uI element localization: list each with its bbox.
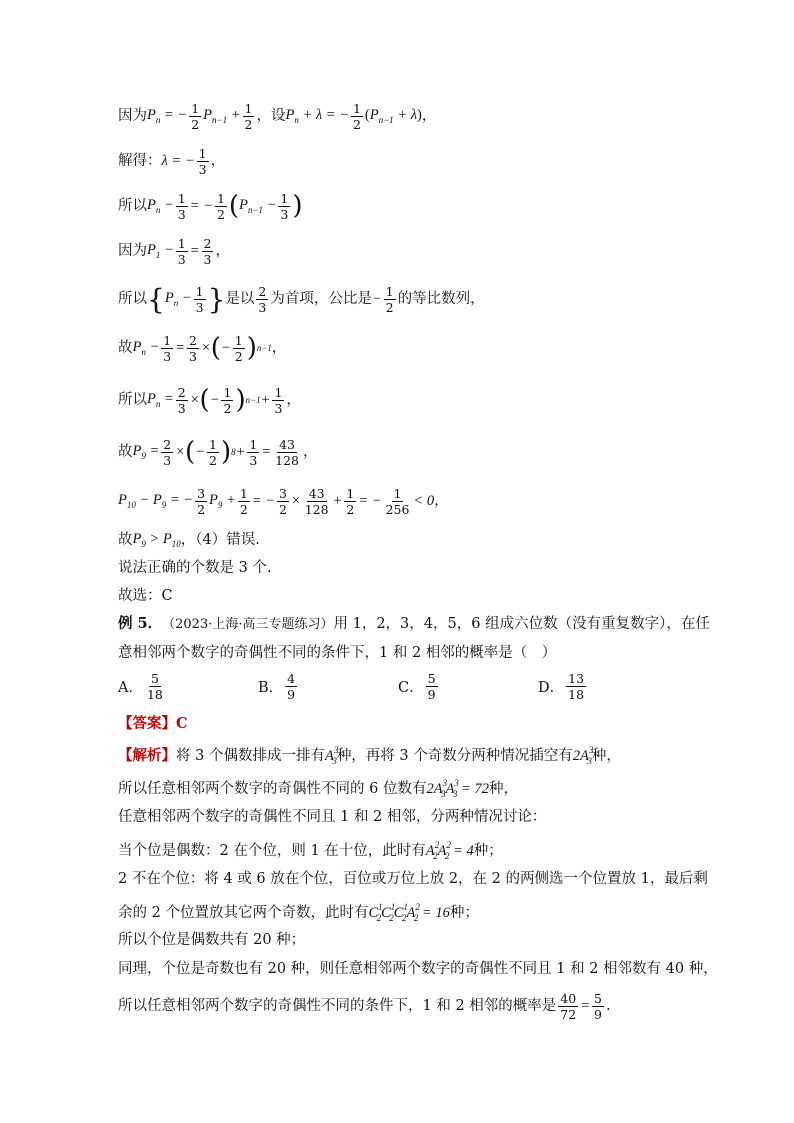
example-label: 例 5． [118,615,163,632]
solution-line-11: 说法正确的个数是 3 个. [118,560,272,576]
analysis-line-3: 任意相邻两个数字的奇偶性不同且 1 和 2 相邻，分两种情况讨论： [118,809,547,825]
choice-d: D． $\frac{13}{18}$ [538,671,585,703]
solution-line-10: 故 $P_9 > P_{10}$ ，（4）错误. [118,531,260,549]
formula: $P_n$ = − [147,107,188,126]
solution-line-4: 因为 $P_1$ − $\frac{1}{3}$ = $\frac{2}{3}$ ， [118,236,230,268]
solution-line-5: 所以 { $P_n$ − $\frac{1}{3}$ } 是以 $\frac{2}{3}$ 为首项，公比是 − $\frac{1}{2}$ 的等比数列， [118,283,485,317]
example-source: （2023·上海·高三专题练习） [162,616,334,632]
example-text: 用 1，2，3，4，5，6 组成六位数（没有重复数字），在任 [333,616,710,632]
solution-conclusion: 故选：C [118,588,173,604]
example-heading [118,617,710,632]
solution-line-2: 解得： λ = − $\frac{1}{3}$ ， [118,146,226,178]
solution-line-1: 因为 $P_n$ = − $\frac{1}{2}$ $P_{n-1}$ + $\frac{1}{2}$ ，设 $P_n + \lambda$ = − $\frac{1}{2}$ $(P_{n-1} + \lambda)$ ， [118,101,437,133]
answer-tag: 【答案】 [118,715,176,732]
example-text-2: 意相邻两个数字的奇偶性不同的条件下，1 和 2 相邻的概率是（ ） [118,645,557,661]
analysis-line-9: 所以任意相邻两个数字的奇偶性不同的条件下，1 和 2 相邻的概率是 $\frac{40}{72}$ = $\frac{5}{9}$ . [118,991,611,1023]
analysis-line-5: 2 不在个位：将 4 或 6 放在个位，百位或万位上放 2，在 2 的两侧选一个位置放 1，最后剩 [118,871,708,887]
analysis-line-6: 余的 2 个位置放其它两个奇数，此时有 $C^1_2C^1_2C^1_2A^2_2 = 16$ 种； [118,902,479,923]
solution-line-9: $P_{10} - P_9$ = − $\frac{3}{2}$ $P_9$ + $\frac{1}{2}$ = − $\frac{3}{2}$ × $\frac{43}{128}$ + $\frac{1}{2}$ = − $\frac{1}{256}$ < 0 ， [118,486,449,518]
answer-value: C [176,715,188,732]
analysis-line-1: 【解析】 将 3 个偶数排成一排有 $A^3_3$ 种，再将 3 个奇数分两种情况插空有 $2A^3_3$ 种， [118,745,621,766]
solution-line-8: 故 $P_9$ = $\frac{2}{3}$ × ( − $\frac{1}{2}$ ) 8 + $\frac{1}{3}$ = $\frac{43}{128}$ ， [118,436,318,469]
analysis-line-4: 当个位是偶数：2 在个位，则 1 在十位，此时有 $A^2_2A^2_2 = 4$ 种； [118,840,503,861]
answer-line [118,717,188,732]
choice-c: C． $\frac{5}{9}$ [398,671,436,703]
analysis-tag: 【解析】 [118,746,176,764]
solution-line-7: 所以 $P_n$ = $\frac{2}{3}$ × ( − $\frac{1}{2}$ ) n−1 + $\frac{1}{3}$ ， [118,384,301,417]
analysis-line-8: 同理，个位是奇数也有 20 种，则任意相邻两个数字的奇偶性不同且 1 和 2 相邻数有 40 种， [118,961,718,977]
analysis-line-7: 所以个位是偶数共有 20 种； [118,932,306,948]
solution-line-6: 故 $P_n$ − $\frac{1}{3}$ = $\frac{2}{3}$ × ( − $\frac{1}{2}$ ) n−1 ， [118,332,287,365]
solution-line-3: 所以 $P_n$ − $\frac{1}{3}$ = − $\frac{1}{2}$ ( $P_{n-1}$ − $\frac{1}{3}$ ) [118,190,303,223]
choice-a: A． $\frac{5}{18}$ [118,671,163,703]
choice-b: B． $\frac{4}{9}$ [258,671,296,703]
analysis-line-2: 所以任意相邻两个数字的奇偶性不同的 6 位数有 $2A^3_3A^3_3 = 72$ 种， [118,778,518,799]
